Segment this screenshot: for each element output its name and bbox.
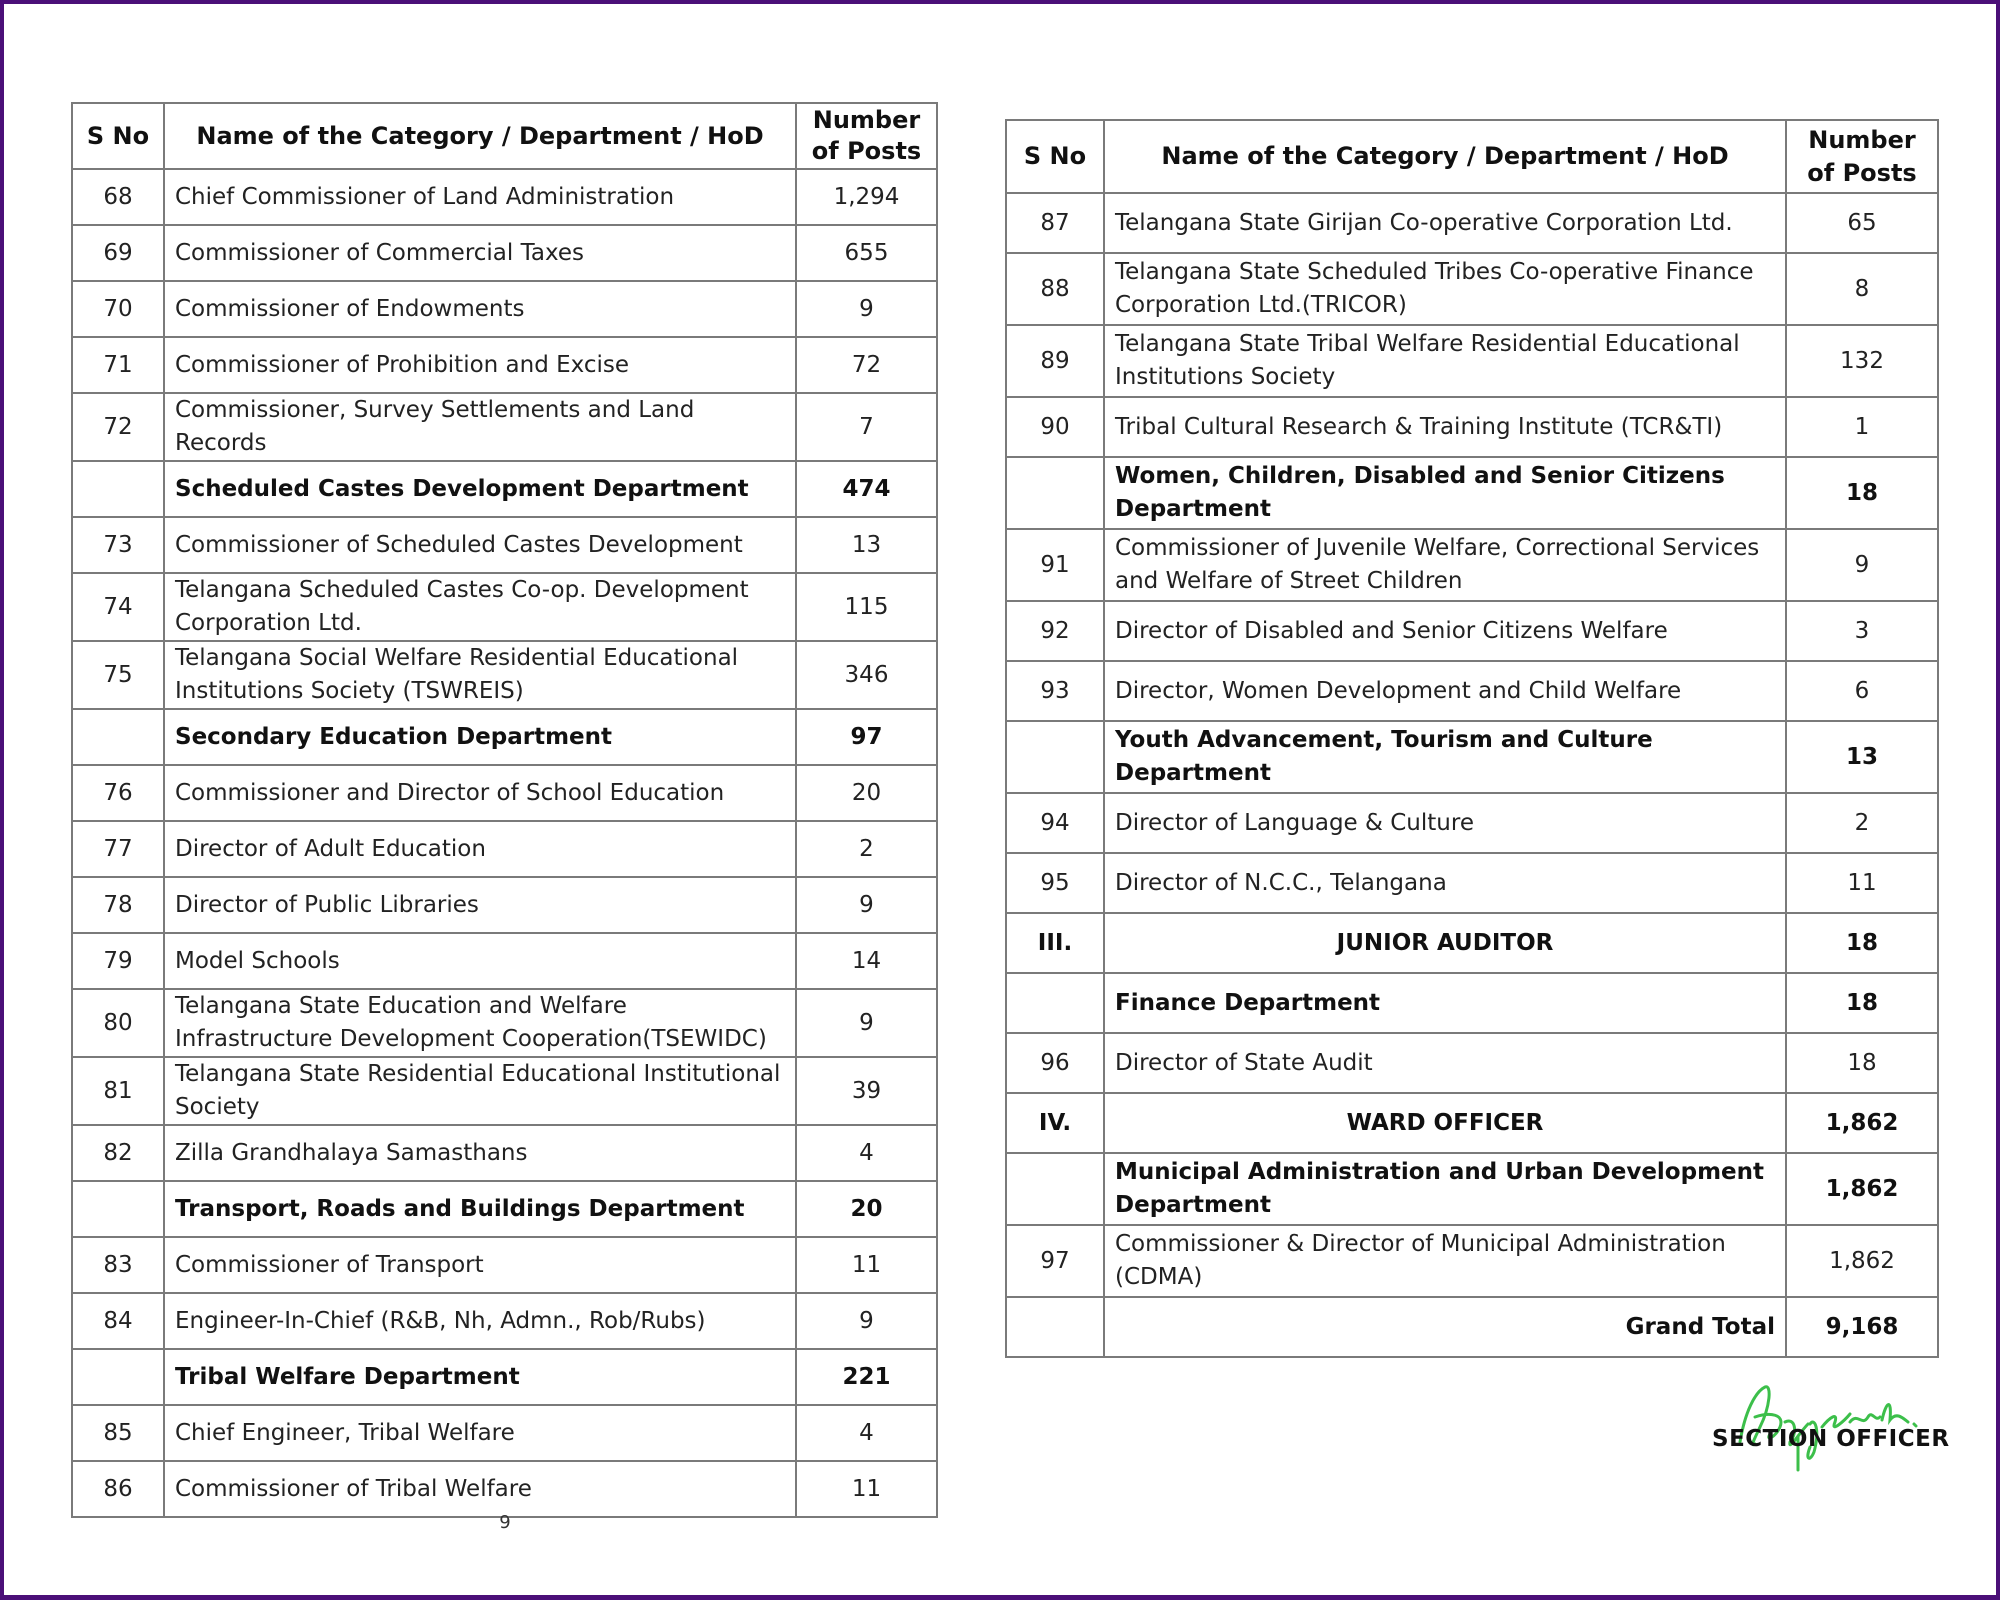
header-posts: Number of Posts [796,103,937,169]
cell-sno: 89 [1006,325,1104,397]
cell-posts: 11 [1786,853,1938,913]
cell-name: Telangana State Education and Welfare Infrastructure Development Cooperation(TSEWIDC) [164,989,796,1057]
cell-sno: 92 [1006,601,1104,661]
cell-sno: 83 [72,1237,164,1293]
cell-name: Director of N.C.C., Telangana [1104,853,1786,913]
table-row [1006,1033,1938,1093]
category-row [1006,913,1938,973]
posts-table-left [71,102,938,1518]
cell-name: Telangana State Tribal Welfare Residential Educational Institutions Society [1104,325,1786,397]
header-sno: S No [72,103,164,169]
cell-sno: 70 [72,281,164,337]
cell-posts: 13 [1786,721,1938,793]
cell-name: Commissioner & Director of Municipal Administration (CDMA) [1104,1225,1786,1297]
cell-name: Director of Language & Culture [1104,793,1786,853]
department-row [1006,721,1938,793]
cell-posts: 1,294 [796,169,937,225]
cell-name: Tribal Cultural Research & Training Institute (TCR&TI) [1104,397,1786,457]
cell-sno [72,1181,164,1237]
cell-name: Telangana Scheduled Castes Co-op. Development Corporation Ltd. [164,573,796,641]
table-row [72,517,937,573]
cell-sno: 94 [1006,793,1104,853]
cell-name: Commissioner of Juvenile Welfare, Correctional Services and Welfare of Street Children [1104,529,1786,601]
signature-icon [1710,1372,1950,1472]
cell-posts: 20 [796,765,937,821]
cell-posts: 65 [1786,193,1938,253]
cell-posts: 14 [796,933,937,989]
cell-sno: 81 [72,1057,164,1125]
cell-name: Engineer-In-Chief (R&B, Nh, Admn., Rob/Rubs) [164,1293,796,1349]
cell-sno: 72 [72,393,164,461]
header-posts: Number of Posts [1786,120,1938,193]
cell-posts: 1,862 [1786,1153,1938,1225]
cell-posts: 9 [796,1293,937,1349]
cell-posts: 72 [796,337,937,393]
cell-name: Director of Disabled and Senior Citizens Welfare [1104,601,1786,661]
cell-posts: 2 [1786,793,1938,853]
table-row [1006,793,1938,853]
department-row [1006,1153,1938,1225]
cell-posts: 1 [1786,397,1938,457]
cell-name: Commissioner of Endowments [164,281,796,337]
cell-name: Director of Public Libraries [164,877,796,933]
table-row [72,1125,937,1181]
cell-posts: 655 [796,225,937,281]
cell-posts: 4 [796,1405,937,1461]
cell-name: Director of Adult Education [164,821,796,877]
header-sno: S No [1006,120,1104,193]
cell-sno: 84 [72,1293,164,1349]
cell-sno: 75 [72,641,164,709]
cell-name: Commissioner, Survey Settlements and Land Records [164,393,796,461]
cell-name: Tribal Welfare Department [164,1349,796,1405]
table-row [1006,601,1938,661]
cell-name: Model Schools [164,933,796,989]
cell-name: Transport, Roads and Buildings Department [164,1181,796,1237]
cell-sno: 71 [72,337,164,393]
cell-sno: 77 [72,821,164,877]
signature-title: SECTION OFFICER [1712,1426,1950,1452]
table-row [72,393,937,461]
cell-name: Commissioner of Prohibition and Excise [164,337,796,393]
cell-name: Chief Commissioner of Land Administration [164,169,796,225]
table-header-row [1006,120,1938,193]
cell-sno: 74 [72,573,164,641]
cell-name: Finance Department [1104,973,1786,1033]
cell-posts: 9 [796,989,937,1057]
table-row [1006,529,1938,601]
cell-posts: 39 [796,1057,937,1125]
cell-sno [1006,721,1104,793]
table-row [72,281,937,337]
cell-sno [1006,1153,1104,1225]
table-row [1006,253,1938,325]
cell-sno: III. [1006,913,1104,973]
cell-posts: 7 [796,393,937,461]
table-row [72,225,937,281]
cell-sno [1006,973,1104,1033]
table-row [72,933,937,989]
cell-sno [1006,1297,1104,1357]
cell-posts: 2 [796,821,937,877]
cell-sno: 95 [1006,853,1104,913]
table-row [72,877,937,933]
cell-name: Scheduled Castes Development Department [164,461,796,517]
department-row [1006,457,1938,529]
cell-posts: 1,862 [1786,1225,1938,1297]
cell-name: WARD OFFICER [1104,1093,1786,1153]
table-row [1006,853,1938,913]
cell-sno: 88 [1006,253,1104,325]
cell-name: Commissioner and Director of School Education [164,765,796,821]
cell-name: Telangana State Residential Educational Institutional Society [164,1057,796,1125]
cell-posts: 9 [796,281,937,337]
cell-name: Director, Women Development and Child Welfare [1104,661,1786,721]
cell-sno: 82 [72,1125,164,1181]
cell-posts: 18 [1786,457,1938,529]
category-row [1006,1093,1938,1153]
cell-posts: 474 [796,461,937,517]
department-row [72,461,937,517]
cell-posts: 115 [796,573,937,641]
cell-name: Commissioner of Tribal Welfare [164,1461,796,1517]
cell-sno: 91 [1006,529,1104,601]
department-row [72,1181,937,1237]
cell-sno: 76 [72,765,164,821]
table-row [72,1057,937,1125]
cell-name: Commissioner of Commercial Taxes [164,225,796,281]
cell-sno: 86 [72,1461,164,1517]
cell-posts: 3 [1786,601,1938,661]
department-row [72,1349,937,1405]
table-row [72,573,937,641]
table-row [1006,1225,1938,1297]
cell-posts: 6 [1786,661,1938,721]
cell-posts: 9 [796,877,937,933]
table-body-right [1006,193,1938,1357]
cell-posts: 18 [1786,973,1938,1033]
grand-total-row [1006,1297,1938,1357]
cell-sno [72,1349,164,1405]
cell-posts: 18 [1786,1033,1938,1093]
cell-name: Director of State Audit [1104,1033,1786,1093]
table-row [72,1461,937,1517]
cell-sno: 85 [72,1405,164,1461]
cell-posts: 132 [1786,325,1938,397]
cell-sno: 80 [72,989,164,1057]
table-row [72,169,937,225]
page-number: 9 [499,1512,511,1533]
cell-name: Chief Engineer, Tribal Welfare [164,1405,796,1461]
cell-sno: 68 [72,169,164,225]
cell-name: Grand Total [1104,1297,1786,1357]
header-name: Name of the Category / Department / HoD [164,103,796,169]
cell-sno: 90 [1006,397,1104,457]
table-row [72,641,937,709]
table-row [72,989,937,1057]
cell-name: Secondary Education Department [164,709,796,765]
cell-name: Women, Children, Disabled and Senior Citizens Department [1104,457,1786,529]
table-row [1006,193,1938,253]
table-row [72,1293,937,1349]
cell-sno [72,461,164,517]
cell-name: Telangana State Girijan Co-operative Corporation Ltd. [1104,193,1786,253]
cell-posts: 11 [796,1237,937,1293]
cell-posts: 221 [796,1349,937,1405]
cell-posts: 346 [796,641,937,709]
table-row [1006,325,1938,397]
cell-posts: 13 [796,517,937,573]
cell-sno: 97 [1006,1225,1104,1297]
cell-posts: 20 [796,1181,937,1237]
cell-sno: 87 [1006,193,1104,253]
cell-posts: 9,168 [1786,1297,1938,1357]
cell-name: Telangana Social Welfare Residential Educational Institutions Society (TSWREIS) [164,641,796,709]
cell-posts: 4 [796,1125,937,1181]
cell-posts: 1,862 [1786,1093,1938,1153]
table-row [72,1405,937,1461]
cell-name: Telangana State Scheduled Tribes Co-operative Finance Corporation Ltd.(TRICOR) [1104,253,1786,325]
cell-name: Commissioner of Scheduled Castes Development [164,517,796,573]
cell-name: Commissioner of Transport [164,1237,796,1293]
cell-posts: 97 [796,709,937,765]
table-row [72,337,937,393]
posts-table-right [1005,119,1939,1358]
table-row [1006,661,1938,721]
cell-sno: 73 [72,517,164,573]
cell-sno: 78 [72,877,164,933]
cell-sno [1006,457,1104,529]
cell-sno: IV. [1006,1093,1104,1153]
cell-posts: 11 [796,1461,937,1517]
header-name: Name of the Category / Department / HoD [1104,120,1786,193]
cell-sno: 93 [1006,661,1104,721]
table-row [1006,397,1938,457]
cell-name: Municipal Administration and Urban Development Department [1104,1153,1786,1225]
cell-sno: 79 [72,933,164,989]
department-row [1006,973,1938,1033]
cell-posts: 8 [1786,253,1938,325]
cell-name: Youth Advancement, Tourism and Culture Department [1104,721,1786,793]
table-row [72,765,937,821]
table-row [72,1237,937,1293]
table-row [72,821,937,877]
cell-posts: 9 [1786,529,1938,601]
cell-name: Zilla Grandhalaya Samasthans [164,1125,796,1181]
table-body-left [72,169,937,1517]
cell-sno: 69 [72,225,164,281]
cell-name: JUNIOR AUDITOR [1104,913,1786,973]
cell-sno: 96 [1006,1033,1104,1093]
department-row [72,709,937,765]
table-header-row [72,103,937,169]
cell-posts: 18 [1786,913,1938,973]
cell-sno [72,709,164,765]
